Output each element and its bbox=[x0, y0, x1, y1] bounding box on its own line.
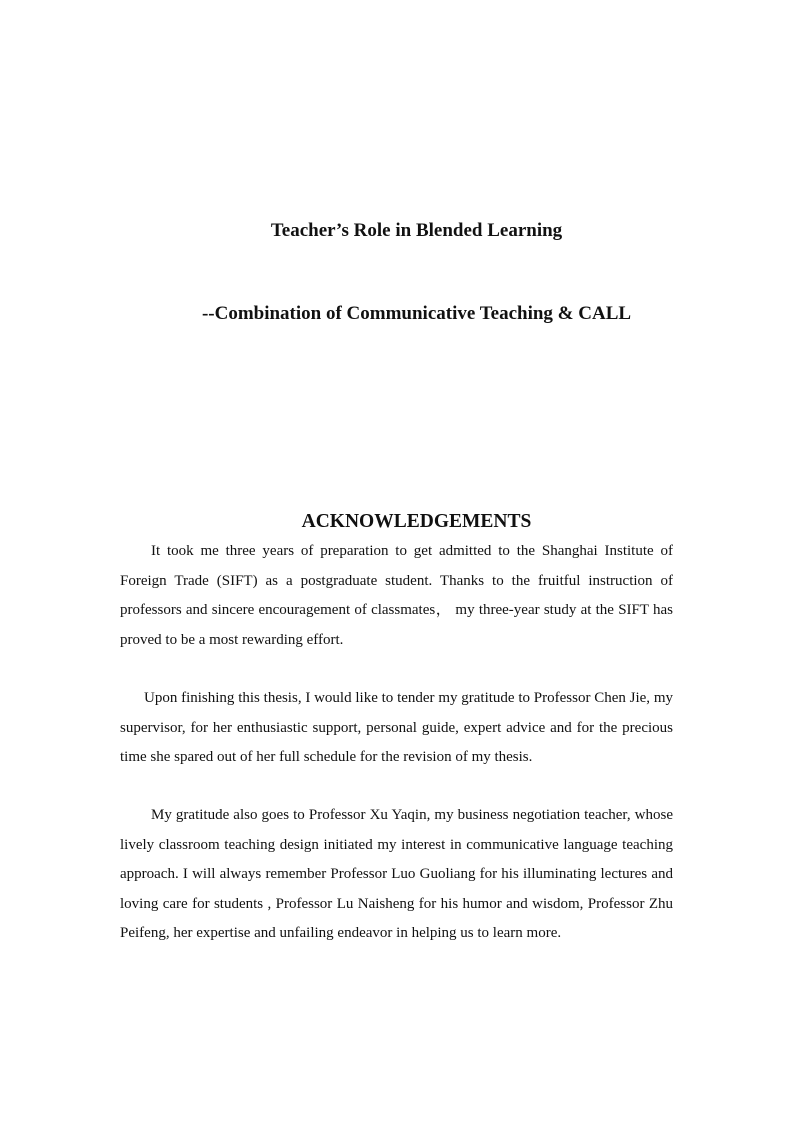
acknowledgement-paragraph-1: It took me three years of preparation to get admitted to the Shanghai Institute of Foreign Trade (SIFT) as a postgraduate student. Thanks to the fruitful instruction of professors and sincere encouragement of classmates， my three-year study at the SIFT has proved to be a most rewarding effort. bbox=[120, 543, 673, 648]
acknowledgement-paragraph-2: Upon finishing this thesis, I would like to tender my gratitude to Professor Chen Jie, my supervisor, for her enthusiastic support, personal guide, expert advice and for the precious time she spared out of her full schedule for the revision of my thesis. bbox=[120, 690, 673, 766]
thesis-subtitle: --Combination of Communicative Teaching & CALL bbox=[201, 303, 632, 324]
thesis-title: Teacher’s Role in Blended Learning bbox=[270, 220, 563, 241]
acknowledgement-paragraph-3: My gratitude also goes to Professor Xu Yaqin, my business negotiation teacher, whose lively classroom teaching design initiated my interest in communicative language teaching approach. I will always remember Professor Luo Guoliang for his illuminating lectures and loving care for students , Professor Lu Naisheng for his humor and wisdom, Professor Zhu Peifeng, her expertise and unfailing endeavor in helping us to learn more. bbox=[120, 807, 673, 942]
acknowledgements-heading: ACKNOWLEDGEMENTS bbox=[301, 511, 532, 532]
